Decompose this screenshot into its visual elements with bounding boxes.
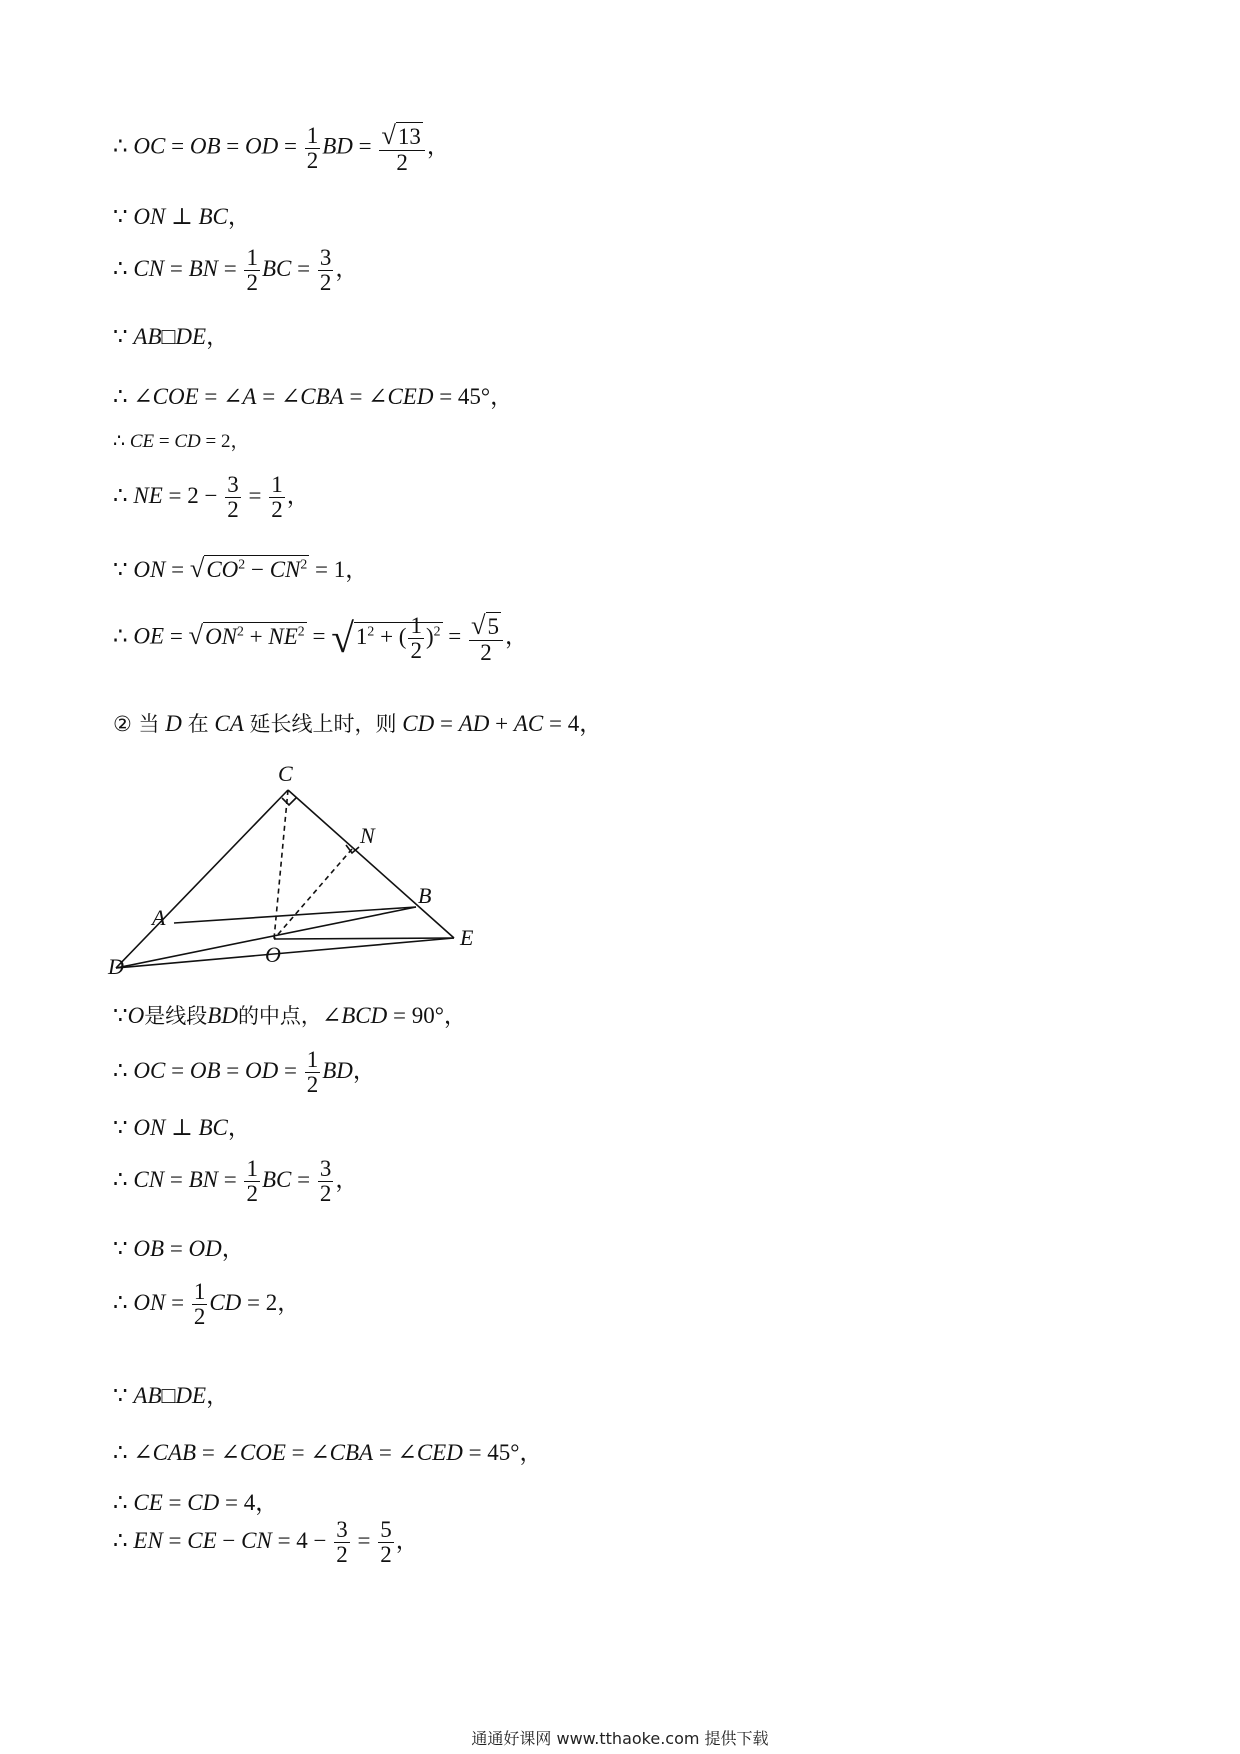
geometry-figure <box>108 761 490 979</box>
step-ab-parallel-de: ∵ AB□DE， <box>113 324 230 349</box>
step-cn-bn: ∴ CN = BN = $\frac{1}{2}$ BC = $\frac{3}{2}$ ， <box>113 245 359 296</box>
step-ab-parallel-de-2: ∵ AB□DE， <box>113 1383 230 1408</box>
step-oe: ∴ OE = $√ON^2 + NE^2 = √1^2$ + ( $\frac{1}{2}$ )$^2$ = $\frac{√5}{2}$ ， <box>113 610 529 665</box>
label-e: E <box>460 925 474 950</box>
step-on-perp-bc: ∵ ON ⊥ BC， <box>113 204 251 229</box>
label-d: D <box>108 954 124 979</box>
step-angles-45-2: ∴ ∠CAB = ∠COE = ∠CBA = ∠CED = 45°， <box>113 1440 543 1465</box>
page-footer: 通通好课网 www.tthaoke.com 提供下载 <box>471 1729 769 1748</box>
step-o-midpoint: ∵O是线段BD的中点，∠BCD = 90°， <box>113 1003 467 1028</box>
label-a: A <box>152 905 166 930</box>
step-ne: ∴ NE = 2 − $\frac{3}{2}$ = $\frac{1}{2}$ ， <box>113 472 310 523</box>
step-on-equals-1: ∵ ON = $√CO^2 - CN^2 = 1$， <box>113 553 369 583</box>
label-b: B <box>418 883 432 908</box>
step-oc-ob-od-sqrt13: ∴ OC = OB = OD = $\frac{1}{2}$ BD = $\frac{√13}{2}$ ， <box>113 120 450 175</box>
step-angles-45: ∴ ∠COE = ∠A = ∠CBA = ∠CED = 45°， <box>113 384 514 409</box>
step-ob-od: ∵ OB = OD， <box>113 1236 245 1261</box>
label-o: O <box>265 942 281 967</box>
step-ce-cd-2: ∴ CE = CD = 2， <box>113 431 250 452</box>
step-ce-cd-4: ∴ CE = CD = 4， <box>113 1490 279 1515</box>
case-2-heading: ② 当 D 在 CA 延长线上时，则 CD = AD + AC = 4， <box>113 711 603 736</box>
label-c: C <box>278 761 293 786</box>
step-en: ∴ EN = CE − CN = 4 − $\frac{3}{2}$ = $\frac{5}{2}$ ， <box>113 1517 419 1568</box>
step-on-half-cd: ∴ ON = $\frac{1}{2}$ CD = 2， <box>113 1279 301 1330</box>
label-n: N <box>360 823 375 848</box>
step-oc-ob-od-half: ∴ OC = OB = OD = $\frac{1}{2}$ BD， <box>113 1047 376 1098</box>
step-on-perp-bc-2: ∵ ON ⊥ BC， <box>113 1115 251 1140</box>
step-cn-bn-2: ∴ CN = BN = $\frac{1}{2}$ BC = $\frac{3}{2}$ ， <box>113 1156 359 1207</box>
